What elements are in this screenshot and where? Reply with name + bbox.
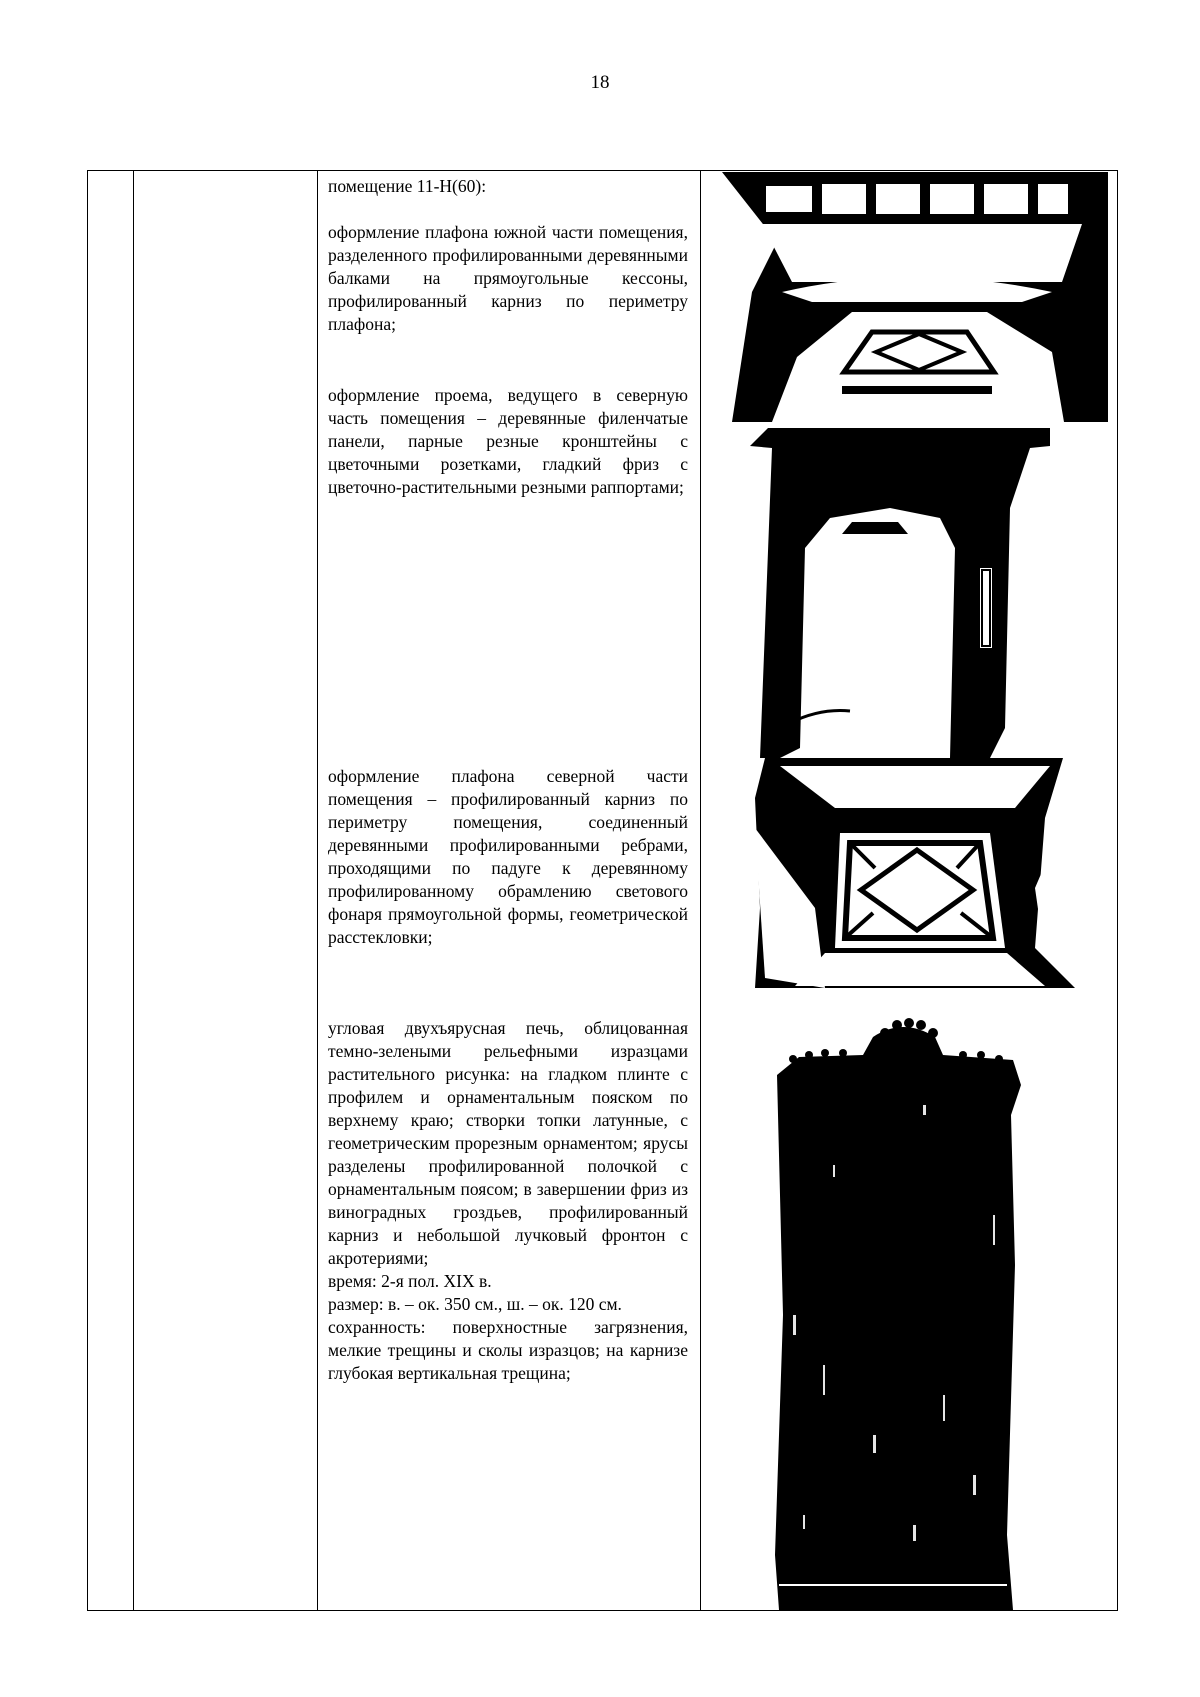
south-ceiling-description: оформление плафона южной части помещения, разделенного профилированными деревянными балками на прямоугольные кессоны, профилированный карниз по периметру плафона; [328, 222, 688, 334]
stove-condition: сохранность: поверхностные загрязнения, мелкие трещины и сколы изразцов; на карнизе глубокая вертикальная трещина; [328, 1317, 688, 1383]
north-ceiling-block [328, 765, 688, 949]
south-ceiling-photo [722, 172, 1108, 422]
north-ceiling-description: оформление плафона северной части помещения – профилированный карниз по периметру помещения, соединенный деревянными профилированными ребрами, проходящими по падуге к деревянному профилированному обрамлению светового фонаря прямоугольной формы, геометрической расстекловки; [328, 766, 688, 947]
doorway-block [328, 384, 688, 499]
stove-size: размер: в. – ок. 350 см., ш. – ок. 120 см. [328, 1294, 622, 1314]
column-divider [317, 170, 318, 1611]
stove-block [328, 1017, 688, 1385]
room-heading-block [328, 175, 688, 198]
stove-date: время: 2-я пол. XIX в. [328, 1271, 492, 1291]
south-ceiling-block [328, 221, 688, 336]
doorway-photo [750, 428, 1080, 758]
column-divider [700, 170, 701, 1611]
stove-description: угловая двухъярусная печь, облицованная темно-зелеными рельефными изразцами растительного рисунка: на гладком плинте с профилем и орнаментальным пояском по верхнему краю; створки топки латунные, с геометрическим прорезным орнаментом; ярусы разделены профилированной полочкой с орнаментальным поясом; в завершении фриз из виноградных гроздьев, профилированный карниз и небольшой лучковый фронтон с акротериями; [328, 1018, 688, 1268]
north-ceiling-photo [745, 758, 1083, 990]
doorway-description: оформление проема, ведущего в северную часть помещения – деревянные филенчатые панели, парные резные кронштейны с цветочными розетками, гладкий фриз с цветочно-растительными резными раппортами; [328, 385, 688, 497]
room-heading: помещение 11-Н(60): [328, 176, 487, 196]
column-divider [133, 170, 134, 1611]
page-number: 18 [590, 72, 610, 93]
tiled-stove-photo [763, 1015, 1051, 1610]
